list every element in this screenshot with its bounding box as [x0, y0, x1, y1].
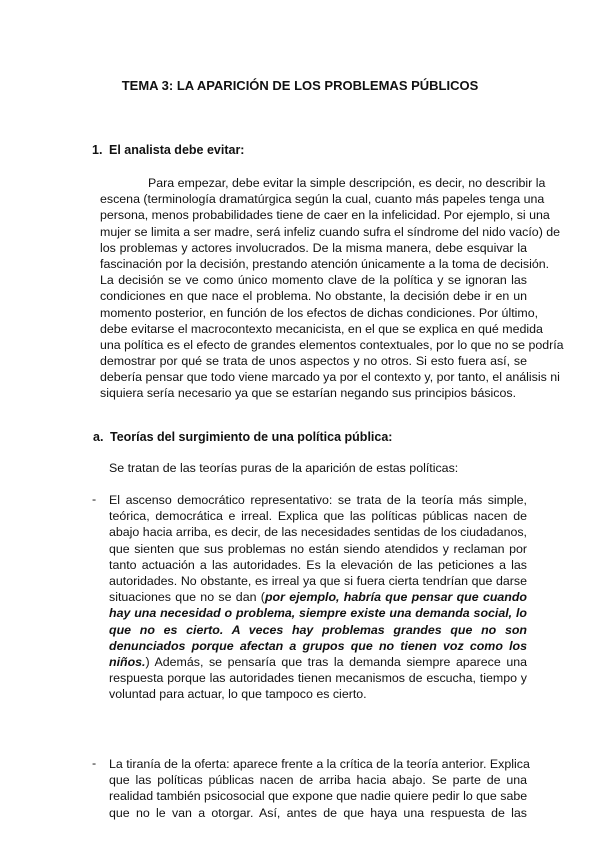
text-line [100, 175, 546, 191]
text-line [109, 557, 527, 573]
text-span: escena (terminología dramatúrgica según la cual, cuanto más papeles tenga una [100, 192, 545, 207]
bold-italic-text: hay una necesidad o problema, siempre existe una demanda social, lo [109, 606, 527, 621]
text-span: abajo hacia arriba, es decir, de las necesidades sentidas de los ciudadanos, [109, 525, 527, 540]
text-line [109, 670, 527, 686]
text-span: La decisión se ve como único momento clave de la política y se ignoran las [100, 273, 527, 288]
section-number: 1. [92, 143, 103, 157]
text-span: demostrar por qué se trata de unos aspectos y no otros. Si esto fuera así, se [100, 354, 527, 369]
text-span: tanto actuación a las autoridades. Es la elevación de las peticiones a las [109, 557, 527, 572]
text-line [100, 369, 560, 385]
text-line [109, 638, 527, 654]
bold-italic-text: denunciados porque afectan a grupos que no tienen voz como los [109, 638, 527, 653]
text-span: siquiera sería necesario ya que se estarían negando sus principios básicos. [100, 386, 517, 401]
text-line [100, 256, 550, 272]
text-span: una política es el efecto de grandes elementos contextuales, por lo que no se podría [100, 337, 564, 352]
text-line [100, 337, 564, 353]
text-span: condiciones en que nace el problema. No obstante, la decisión debe ir en un [100, 289, 527, 304]
text-line [109, 492, 527, 508]
text-span: que sienten que sus problemas no están siendo atendidos y reclaman por [109, 541, 527, 556]
text-span: realidad también psicosocial que expone que nadie quiere pedir lo que sabe [109, 789, 528, 804]
text-line [109, 589, 527, 605]
text-line [100, 240, 527, 256]
bullet-marker: - [92, 756, 97, 770]
text-line [109, 605, 527, 621]
text-line [109, 654, 527, 670]
text-line [109, 756, 530, 772]
bullet-marker: - [92, 492, 97, 506]
text-line [100, 272, 527, 288]
text-line [109, 524, 527, 540]
text-line [100, 353, 527, 369]
text-line [100, 321, 543, 337]
text-span: mujer se limita a ser madre, será infeliz cuando sufra el síndrome del nido vacío) de [100, 224, 561, 239]
text-line [109, 772, 527, 788]
text-span: fascinación por la decisión, prestando atención únicamente a la toma de decisión. [100, 256, 550, 271]
text-line [109, 508, 527, 524]
text-line [100, 288, 527, 304]
text-span: Para empezar, debe evitar la simple descripción, es decir, no describir la [148, 176, 546, 190]
section-number: a. [93, 430, 104, 444]
bold-italic-text: niños. [109, 654, 146, 669]
text-span: momento posterior, en función de los efectos de dichas condiciones. Por último, [100, 305, 539, 320]
bullet-item-1 [109, 492, 527, 702]
text-line [109, 622, 527, 638]
paragraph-1 [100, 175, 564, 402]
document-title: TEMA 3: LA APARICIÓN DE LOS PROBLEMAS PÚBLICOS [121, 78, 479, 93]
text-span: teórica, democrática e irreal. Explica que las políticas públicas nacen de [109, 509, 527, 524]
text-line [109, 805, 527, 821]
text-line [109, 788, 527, 804]
text-span: situaciones que no se dan ( [109, 590, 265, 605]
bullet-item-2 [109, 756, 530, 821]
text-span: respuesta porque las autoridades tienen mecanismos de escucha, tiempo y [109, 671, 527, 686]
section-title: Teorías del surgimiento de una política pública: [110, 430, 393, 444]
text-line [109, 573, 527, 589]
text-span: autoridades. No obstante, es irreal ya que si fuera cierta tendrían que darse [109, 573, 527, 588]
text-line [109, 541, 527, 557]
intro-sentence: Se tratan de las teorías puras de la aparición de estas políticas: [109, 461, 459, 475]
text-line [100, 305, 539, 321]
text-span: persona, menos probabilidades tiene de caer en la infelicidad. Por ejemplo, si una [100, 208, 550, 223]
bold-italic-text: por ejemplo, habría que pensar que cuando [264, 590, 528, 605]
text-span: El ascenso democrático representativo: se trata de la teoría más simple, [109, 493, 527, 507]
text-line [109, 686, 527, 702]
text-span: voluntad para actuar, lo que tampoco es cierto. [109, 687, 367, 702]
bold-italic-text: que no es cierto. A veces hay problemas grandes que no son [109, 622, 527, 637]
section-title: El analista debe evitar: [109, 143, 245, 157]
text-line [100, 191, 545, 207]
text-line [100, 207, 550, 223]
text-span: debería pensar que todo viene marcado ya por el contexto y, por tanto, el análisis ni [100, 370, 560, 385]
text-line [100, 385, 527, 401]
text-span: La tiranía de la oferta: aparece frente a la crítica de la teoría anterior. Explica [109, 757, 530, 771]
text-span: que las políticas públicas nacen de arriba hacia abajo. Se parte de una [109, 773, 527, 788]
text-line [100, 224, 561, 240]
text-span: ) Además, se pensaría que tras la demanda siempre aparece una [145, 654, 527, 669]
text-span: los problemas y actores involucrados. De la misma manera, debe esquivar la [100, 240, 527, 255]
text-span: que no le van a otorgar. Así, antes de que haya una respuesta de las [109, 805, 527, 820]
text-span: debe evitarse el macrocontexto mecanicista, en el que se explica en qué medida [100, 321, 543, 336]
